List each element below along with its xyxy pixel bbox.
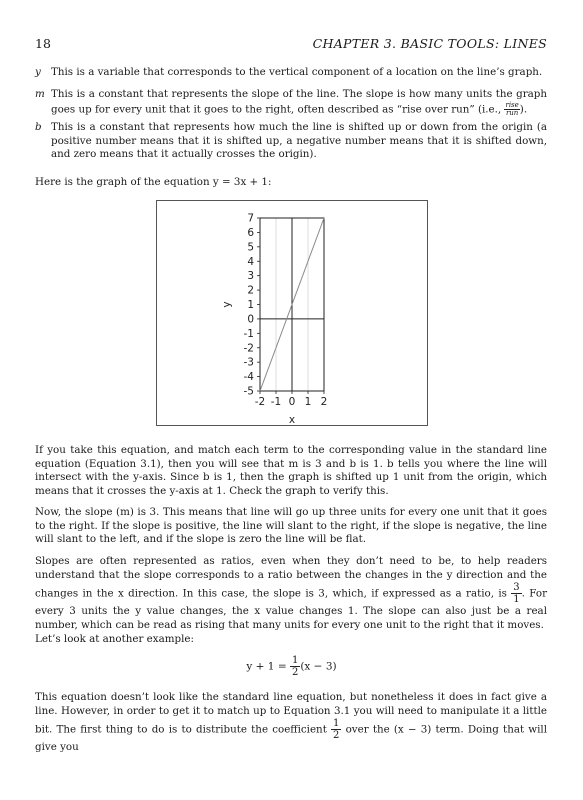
fraction-numerator: 1 [333,718,340,730]
paragraph-5-part: This equation doesn’t look like the standard line equation, but nonetheless it does in fact give a line. However, in order to get it to match up to Equation 3.1 you will need to manipulate it a little bit. The first thing to do is to distribute the coefficient [35,691,547,736]
y-tick-label: 0 [247,313,254,326]
fraction-denominator: 1 [513,594,520,606]
y-tick-label: -4 [243,371,254,384]
x-axis-label: x [288,414,296,425]
definition-text [51,88,547,117]
fraction-denominator: 2 [291,667,299,678]
definition-text-part: ). [519,103,528,116]
coefficient-fraction [331,718,341,741]
chapter-title: CHAPTER 3. BASIC TOOLS: LINES [312,36,547,51]
equation-right: (x − 3) [300,660,337,673]
x-tick-label: 2 [320,396,328,408]
paragraph-4: Let’s look at another example: [35,633,194,645]
definition-term: m [35,88,45,100]
ratio-fraction [511,582,521,605]
page-number: 18 [35,36,51,51]
line-graph [157,201,427,425]
paragraph-3 [35,555,547,632]
x-tick-label: 1 [304,396,312,408]
paragraph-5 [35,691,547,755]
definition-b [35,121,547,162]
y-tick-label: 7 [247,212,254,225]
definition-m [35,88,547,117]
definition-text-part: This is a constant that represents the slope of the line. The slope is how many units the graph goes up for every unit that it goes to the right, often described as “rise over run” (i.e., [51,88,547,116]
definition-term: b [35,121,42,133]
y-axis-label: y [221,301,233,308]
y-tick-label: -3 [243,356,254,369]
equation-left: y + 1 = [246,660,290,673]
rise-over-run-fraction [504,102,519,117]
y-tick-label: 4 [247,255,254,268]
paragraph-3-part: . For every 3 units the y value changes, the x value changes 1. The slope can also just be a real number, which can be read as rising that many units for every one unit to the right that it moves. [35,587,547,631]
paragraph-5-part: over the (x − 3) term. Doing that will give you [35,723,547,754]
definition-text: This is a variable that corresponds to the vertical component of a location on the line’s graph. [51,66,543,78]
paragraph-3-part: Slopes are often represented as ratios, even when they don’t need to be, to help readers understand that the slope corresponds to a ratio between the changes in the y direction and the changes in the x direction. In this case, the slope is 3, which, if expressed as a ratio, is [35,555,547,600]
y-tick-label: -1 [243,327,254,340]
definition-term: y [35,66,41,78]
y-tick-label: 6 [247,226,254,239]
figure-frame [156,200,428,426]
x-tick-label: -2 [254,396,266,408]
x-tick-label: -1 [270,396,282,408]
paragraph-1: If you take this equation, and match each term to the corresponding value in the standard line equation (Equation 3.1), then you will see that m is 3 and b is 1. b tells you where the line will intersect with the y-axis. Since b is 1, then the graph is shifted up 1 unit from the origin, which means that it crosses the y-axis at 1. Check the graph to verify this. [35,444,547,497]
fraction-numerator: rise [505,100,519,109]
definition-text: This is a constant that represents how much the line is shifted up or down from the origin (a positive number means that it is shifted up, a negative number means that it is shifted down, and zero means that it actually crosses the origin). [51,121,547,161]
definition-y [35,66,547,80]
equation [0,655,583,678]
graph-intro: Here is the graph of the equation y = 3x + 1: [35,176,272,188]
paragraph-2: Now, the slope (m) is 3. This means that line will go up three units for every one unit that it goes to the right. If the slope is positive, the line will slant to the right, if the slope is negative, the line will slant to the left, and if the slope is zero the line will be flat. [35,506,547,546]
y-tick-label: 1 [247,299,254,311]
fraction-numerator: 1 [291,655,299,666]
y-tick-label: 5 [247,241,254,254]
y-tick-label: 3 [247,270,254,283]
y-tick-label: 2 [247,284,254,297]
y-tick-label: -5 [243,385,254,398]
fraction-numerator: 3 [513,582,520,594]
fraction-denominator: run [505,108,519,117]
x-tick-label: 0 [288,396,296,408]
fraction-denominator: 2 [333,730,340,742]
y-tick-label: -2 [243,342,254,355]
equation-fraction [290,655,300,678]
